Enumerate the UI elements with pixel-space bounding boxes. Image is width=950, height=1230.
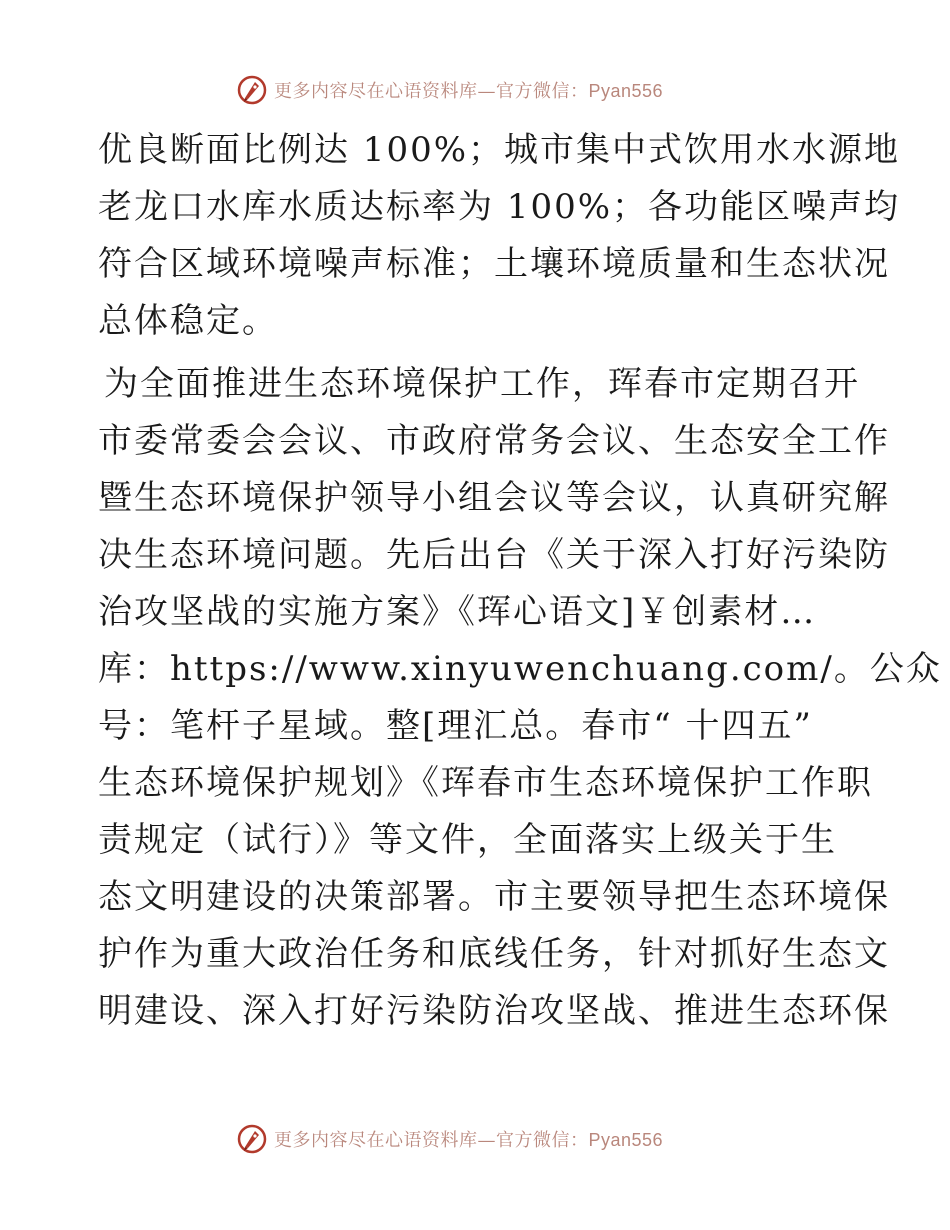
pen-nib-icon: [236, 1123, 268, 1155]
text-line: 护作为重大政治任务和底线任务，针对抓好生态文: [98, 934, 890, 974]
footer-banner-text: 更多内容尽在心语资料库—官方微信：Pyan556: [274, 1130, 664, 1151]
text-line: 暨生态环境保护领导小组会议等会议，认真研究解: [98, 478, 890, 518]
text-line: 优良断面比例达 100%；城市集中式饮用水水源地: [98, 130, 901, 170]
paragraph-1: [98, 122, 901, 350]
text-line: 库：https://www.xinyuwenchuang.com/。公众: [98, 649, 942, 689]
text-line: 符合区域环境噪声标准；土壤环境质量和生态状况: [98, 244, 890, 284]
pen-nib-icon: [236, 74, 268, 106]
text-line: 老龙口水库水质达标率为 100%；各功能区噪声均: [98, 187, 901, 227]
text-line: 决生态环境问题。先后出台《关于深入打好污染防: [98, 535, 890, 575]
text-line: 总体稳定。: [98, 301, 278, 341]
text-line: 责规定（试行）》等文件，全面落实上级关于生: [98, 820, 837, 860]
text-line: 为全面推进生态环境保护工作，珲春市定期召开: [104, 364, 860, 404]
text-line: 治攻坚战的实施方案》《珲心语文]￥创素材…: [98, 592, 817, 632]
footer-banner: [236, 1122, 663, 1156]
text-line: 明建设、深入打好污染防治攻坚战、推进生态环保: [98, 991, 890, 1031]
text-line: 号：笔杆子星域。整[理汇总。春市“ 十四五”: [98, 706, 813, 746]
text-line: 态文明建设的决策部署。市主要领导把生态环境保: [98, 877, 890, 917]
header-banner-text: 更多内容尽在心语资料库—官方微信：Pyan556: [274, 81, 664, 102]
body-text: [98, 122, 942, 1040]
header-banner: [236, 73, 663, 107]
text-line: 生态环境保护规划》《珲春市生态环境保护工作职: [98, 763, 873, 803]
paragraph-2: [98, 356, 942, 1040]
text-line: 市委常委会会议、市政府常务会议、生态安全工作: [98, 421, 890, 461]
